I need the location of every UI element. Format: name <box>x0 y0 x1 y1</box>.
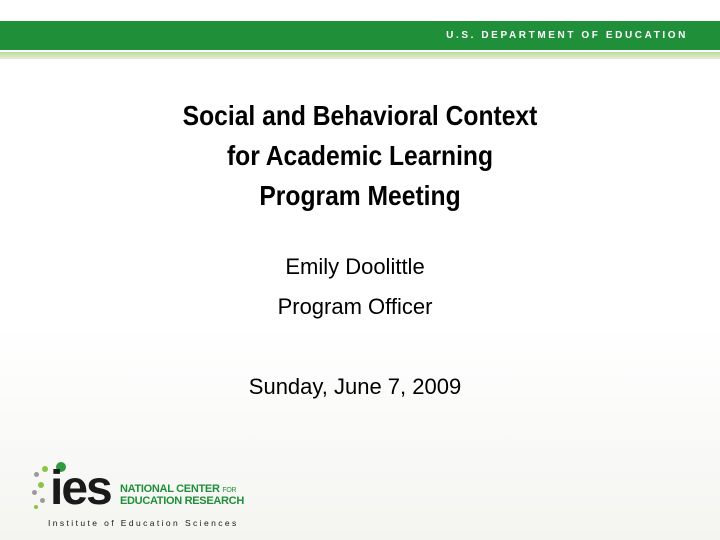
logo-dot-icon <box>40 498 45 503</box>
title-line-2: for Academic Learning <box>226 140 494 171</box>
title-line-1: Social and Behavioral Context <box>182 100 538 131</box>
logo-dot-icon <box>38 482 44 488</box>
center-name <box>120 484 244 507</box>
title-line-3: Program Meeting <box>259 180 461 211</box>
header-accent-line <box>0 52 720 59</box>
meeting-date: Sunday, June 7, 2009 <box>248 374 462 399</box>
logo-dot-icon <box>34 472 39 477</box>
presenter-role: Program Officer <box>277 294 433 319</box>
logo-dot-icon <box>42 466 48 472</box>
logo-dot-icon <box>34 505 38 509</box>
center-for: FOR <box>222 487 237 494</box>
logo-dot-icon <box>32 490 37 495</box>
center-line-2: EDUCATION RESEARCH <box>120 495 244 507</box>
top-strip <box>0 0 720 21</box>
ies-logo <box>30 460 250 530</box>
presenter-name: Emily Doolittle <box>285 254 425 279</box>
department-label: U.S. DEPARTMENT OF EDUCATION <box>446 30 688 41</box>
center-line-1: NATIONAL CENTER <box>120 483 220 495</box>
institute-name: Institute of Education Sciences <box>48 518 239 528</box>
ies-wordmark: ies <box>50 462 111 515</box>
slide-title <box>131 96 589 216</box>
